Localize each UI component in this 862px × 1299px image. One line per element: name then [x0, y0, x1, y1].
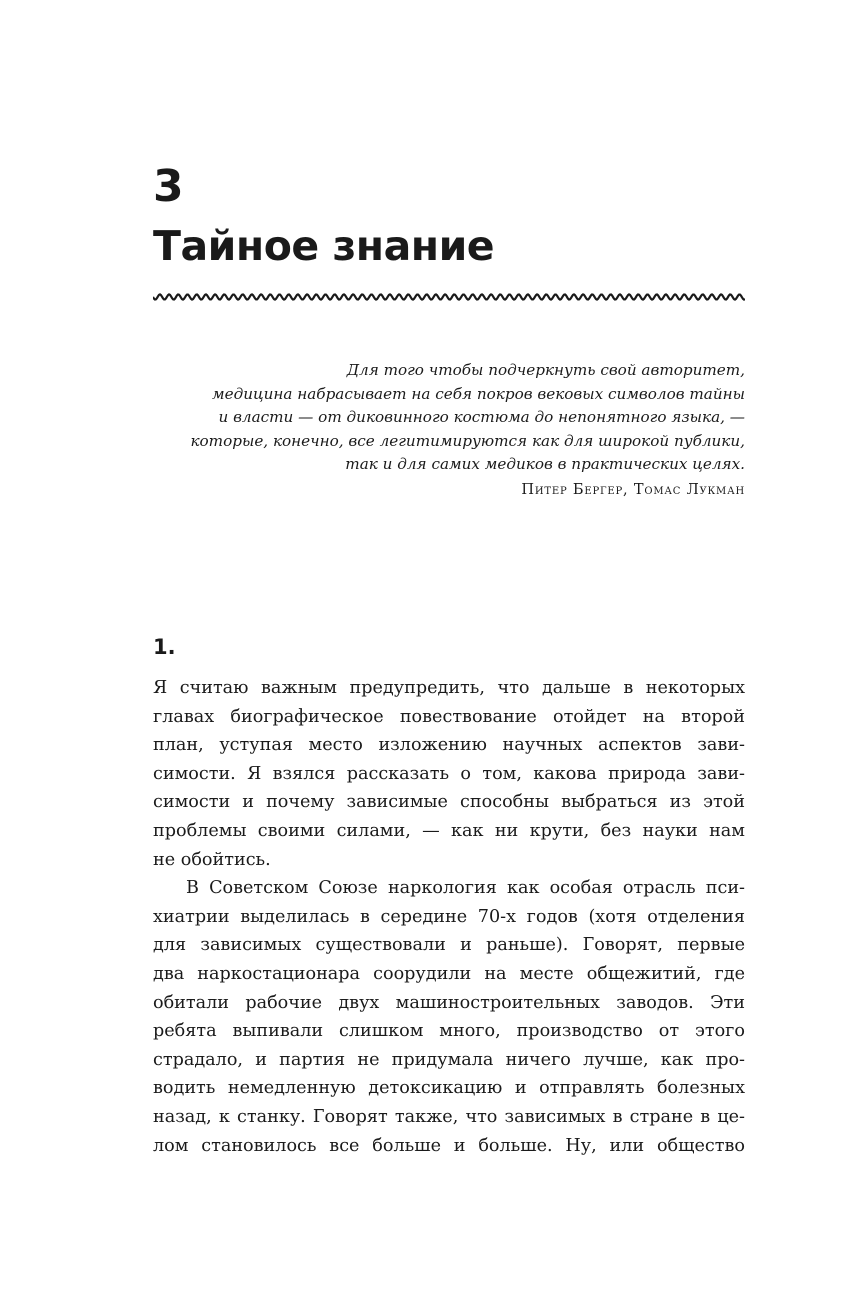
body-line: водить немедленную детоксикацию и отправлять болезных: [153, 1078, 745, 1099]
body-line: два наркостационара соорудили на месте общежитий, где: [153, 963, 745, 984]
body-line: проблемы своими силами, — как ни крути, без науки нам: [153, 820, 745, 841]
body-line: обитали рабочие двух машиностроительных заводов. Эти: [153, 992, 745, 1013]
epigraph-line: и власти — от диковинного костюма до непонятного языка, —: [218, 408, 745, 427]
body-line: лом становилось все больше и больше. Ну, или общество: [153, 1135, 745, 1156]
body-line: симости. Я взялся рассказать о том, какова природа зави-: [153, 763, 745, 784]
section-number: 1.: [153, 635, 176, 659]
body-line: назад, к станку. Говорят также, что зависимых в стране в це-: [153, 1106, 745, 1127]
body-line: план, уступая место изложению научных аспектов зави-: [153, 735, 745, 756]
wavy-divider: [153, 290, 745, 304]
body-text: [153, 674, 745, 1160]
body-line: главах биографическое повествование отойдет на второй: [153, 706, 745, 727]
epigraph-author: Питер Бергер, Томас Лукман: [521, 482, 745, 498]
body-line: страдало, и партия не придумала ничего лучше, как про-: [153, 1049, 745, 1070]
chapter-number: 3: [153, 161, 184, 212]
chapter-title: Тайное знание: [153, 222, 495, 270]
wavy-divider-line: [153, 294, 745, 299]
body-line: ребята выпивали слишком много, производство от этого: [153, 1021, 745, 1042]
body-line: В Советском Союзе наркология как особая отрасль пси-: [186, 878, 745, 899]
epigraph: [185, 359, 745, 477]
body-line: хиатрии выделилась в середине 70-х годов (хотя отделения: [153, 906, 745, 927]
epigraph-line: медицина набрасывает на себя покров вековых символов тайны: [211, 384, 745, 403]
body-line: для зависимых существовали и раньше). Говорят, первые: [153, 935, 745, 956]
epigraph-line: которые, конечно, все легитимируются как для широкой публики,: [190, 431, 745, 450]
body-line: не обойтись.: [153, 849, 271, 870]
body-line: симости и почему зависимые способны выбраться из этой: [153, 792, 745, 813]
epigraph-line: так и для самих медиков в практических целях.: [345, 455, 745, 474]
body-line: Я считаю важным предупредить, что дальше в некоторых: [153, 678, 745, 698]
epigraph-line: Для того чтобы подчеркнуть свой авторитет,: [346, 361, 745, 379]
